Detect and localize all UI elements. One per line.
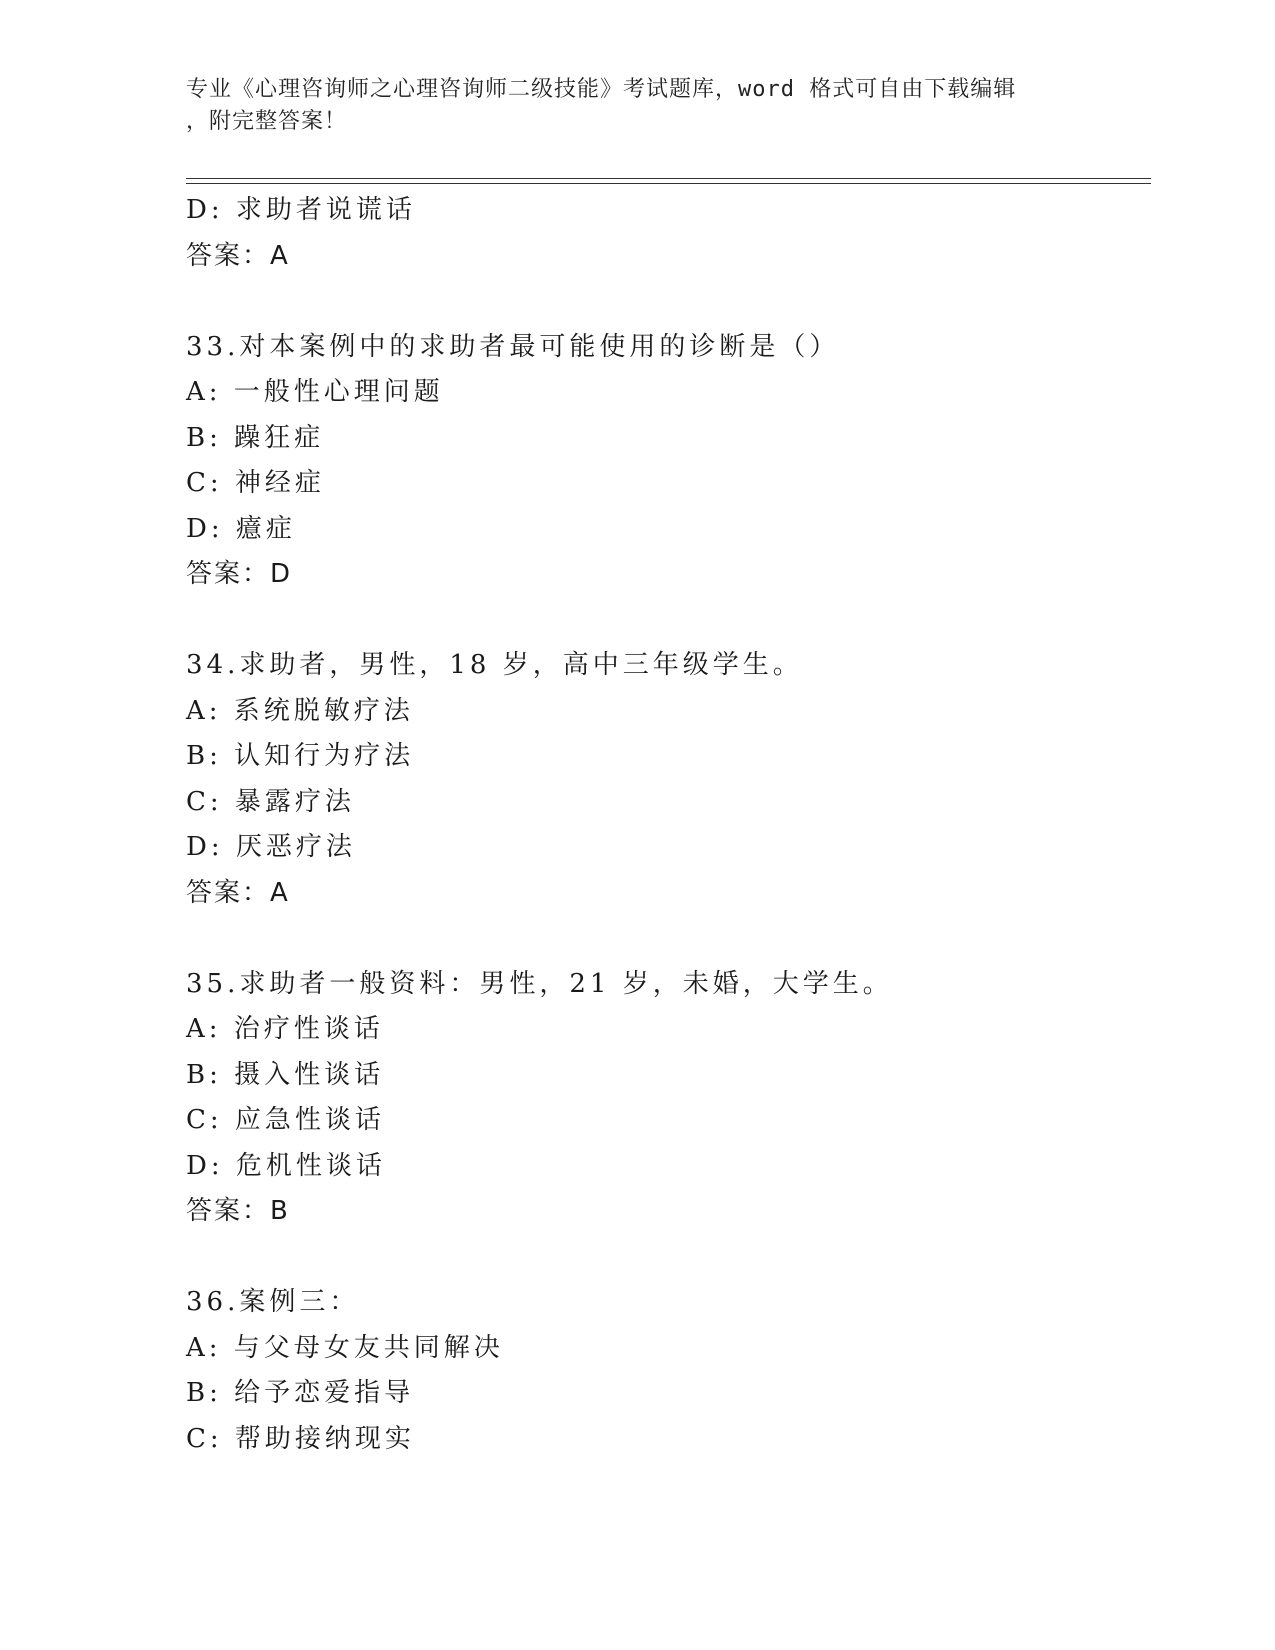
option-a: A: 系统脱敏疗法 xyxy=(186,695,414,726)
option-c: C: 应急性谈话 xyxy=(186,1105,385,1135)
question-block-34 xyxy=(186,643,1151,916)
question-block-33 xyxy=(186,325,1151,598)
answer-label: 答案：A xyxy=(186,240,290,271)
option-a: A: 治疗性谈话 xyxy=(186,1014,384,1044)
question-block-36 xyxy=(186,1280,1151,1462)
header-divider xyxy=(186,178,1151,184)
option-b: B: 摄入性谈话 xyxy=(186,1059,385,1090)
question-content xyxy=(186,188,1151,1462)
question-stem: 35.求助者一般资料：男性，21 岁，未婚，大学生。 xyxy=(186,968,893,999)
question-stem: 33.对本案例中的求助者最可能使用的诊断是（） xyxy=(186,331,840,362)
document-header xyxy=(186,74,1066,138)
question-stem: 34.求助者，男性，18 岁，高中三年级学生。 xyxy=(186,650,803,680)
option-d: D: 求助者说谎话 xyxy=(186,195,416,225)
answer-label: 答案：D xyxy=(186,559,293,589)
option-d: D: 癔症 xyxy=(186,513,296,544)
option-d: D: 危机性谈话 xyxy=(186,1150,386,1181)
header-line-2: ，附完整答案！ xyxy=(186,109,348,134)
option-a: A: 一般性心理问题 xyxy=(186,377,444,407)
option-b: B: 认知行为疗法 xyxy=(186,741,415,771)
option-c: C: 暴露疗法 xyxy=(186,786,355,817)
option-c: C: 神经症 xyxy=(186,468,325,498)
question-block-35 xyxy=(186,962,1151,1235)
option-c: C: 帮助接纳现实 xyxy=(186,1423,415,1454)
question-block-32 xyxy=(186,188,1151,279)
option-b: B: 给予恋爱指导 xyxy=(186,1378,415,1408)
option-d: D: 厌恶疗法 xyxy=(186,832,356,862)
answer-label: 答案：B xyxy=(186,1196,290,1226)
answer-label: 答案：A xyxy=(186,877,290,908)
option-b: B: 躁狂症 xyxy=(186,422,325,453)
question-stem: 36.案例三： xyxy=(186,1287,360,1317)
header-line-1: 专业《心理咨询师之心理咨询师二级技能》考试题库，word 格式可自由下载编辑 xyxy=(186,77,1017,102)
option-a: A: 与父母女友共同解决 xyxy=(186,1332,504,1363)
